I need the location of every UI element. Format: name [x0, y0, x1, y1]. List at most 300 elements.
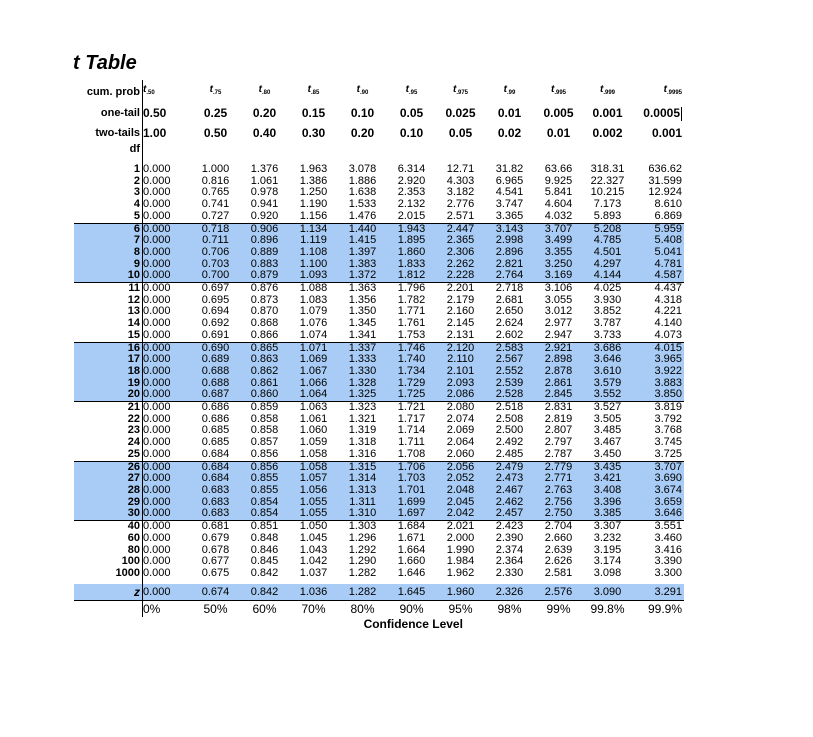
critical-value: 1.684: [397, 520, 426, 533]
critical-value: 1.706: [387, 461, 436, 473]
t-symbol: t: [405, 84, 409, 95]
table-row: [74, 235, 684, 247]
df-value: 10: [74, 270, 143, 282]
one-tail-value: 0.0005: [643, 106, 680, 120]
critical-value: 0.685: [201, 437, 230, 449]
critical-value: 0.695: [201, 294, 230, 306]
critical-value: 3.850: [632, 389, 684, 401]
df-value: 12: [74, 295, 143, 307]
critical-value: 1.740: [387, 354, 436, 366]
confidence-pct: 80%: [338, 600, 387, 617]
critical-value: 1.083: [299, 294, 328, 306]
two-tails-value: 0.002: [592, 126, 623, 140]
critical-value: 3.169: [534, 270, 583, 282]
critical-value: 0.706: [191, 247, 240, 259]
header-t-cell: [338, 80, 387, 103]
critical-value: 1.782: [397, 294, 426, 306]
two-tails-value: 0.30: [301, 126, 326, 140]
critical-value: 1.729: [387, 378, 436, 390]
critical-value: 2.878: [534, 366, 583, 378]
critical-value: 3.690: [632, 473, 684, 485]
critical-value: 0.848: [250, 532, 279, 544]
table-row: [74, 425, 684, 437]
critical-value: 2.262: [436, 259, 485, 271]
critical-value: 0.858: [250, 425, 279, 437]
critical-value: 0.851: [250, 520, 279, 533]
critical-value: 1.000: [201, 164, 230, 175]
critical-value: 0.865: [240, 342, 289, 354]
critical-value: 1.746: [387, 342, 436, 354]
critical-value: 3.552: [583, 389, 632, 401]
critical-value: 0.700: [191, 270, 240, 282]
critical-value: 4.785: [583, 235, 632, 247]
t-symbol: t: [307, 84, 311, 95]
spacer-cell: [632, 155, 684, 164]
critical-value: 3.232: [593, 532, 622, 544]
critical-value: 2.485: [485, 449, 534, 461]
critical-value: 2.056: [436, 461, 485, 473]
critical-value: 5.841: [544, 187, 573, 199]
critical-value: 2.447: [436, 223, 485, 235]
critical-value: 3.768: [654, 425, 682, 437]
critical-value: 1.055: [289, 508, 338, 520]
critical-value: 8.610: [654, 199, 682, 211]
confidence-label-row: [74, 617, 684, 631]
critical-value: 2.920: [397, 175, 426, 187]
critical-value: 3.505: [593, 413, 622, 425]
critical-value: 2.473: [485, 473, 534, 485]
critical-value: 4.587: [632, 270, 684, 282]
critical-value: 2.374: [495, 544, 524, 556]
critical-value: 0.678: [201, 544, 230, 556]
critical-value: 3.182: [446, 187, 475, 199]
spacer-cell: [143, 155, 192, 164]
confidence-pct: 99.8%: [583, 600, 632, 617]
critical-value: 0.741: [201, 199, 230, 211]
critical-value: 3.659: [632, 497, 684, 509]
critical-value: 3.852: [593, 306, 622, 318]
critical-value: 2.086: [436, 389, 485, 401]
one-tail-value: 0.025: [445, 106, 476, 120]
critical-value: 1.990: [446, 544, 475, 556]
df-value: 23: [74, 425, 143, 437]
critical-value: 22.327: [590, 175, 625, 187]
critical-value: 0.000: [143, 389, 192, 401]
critical-value: 1.042: [299, 556, 328, 568]
t-subscript: .90: [360, 90, 369, 96]
critical-value: 3.686: [583, 342, 632, 354]
critical-value: 2.060: [436, 449, 485, 461]
table-row: [74, 485, 684, 497]
critical-value: 2.756: [534, 497, 583, 509]
critical-value: 1.725: [387, 389, 436, 401]
critical-value: 3.965: [632, 354, 684, 366]
df-value: 21: [74, 402, 143, 414]
critical-value: 9.925: [544, 175, 573, 187]
critical-value: 0.000: [143, 425, 171, 437]
critical-value: 3.421: [583, 473, 632, 485]
critical-value: 2.479: [485, 461, 534, 473]
critical-value: 3.707: [534, 223, 583, 235]
z-value: 1.282: [338, 584, 387, 601]
critical-value: 0.000: [143, 354, 192, 366]
critical-value: 1.337: [338, 342, 387, 354]
z-label: z: [74, 584, 143, 601]
critical-value: 0.889: [240, 247, 289, 259]
empty-cell: [436, 143, 485, 155]
critical-value: 0.683: [191, 508, 240, 520]
confidence-pct: 0%: [143, 600, 192, 617]
df-value: 13: [74, 306, 143, 318]
two-tails-value: 0.01: [546, 126, 571, 140]
critical-value: 0.842: [250, 567, 279, 579]
critical-value: 318.31: [590, 164, 625, 175]
critical-value: 0.684: [191, 449, 240, 461]
critical-value: 2.069: [446, 425, 475, 437]
critical-value: 2.179: [446, 294, 475, 306]
critical-value: 1.100: [289, 259, 338, 271]
critical-value: 3.922: [632, 366, 684, 378]
t-subscript: .9995: [666, 90, 682, 96]
critical-value: 0.000: [143, 461, 192, 473]
critical-value: 0.688: [191, 378, 240, 390]
critical-value: 0.846: [250, 544, 279, 556]
critical-value: 3.055: [544, 294, 573, 306]
critical-value: 0.866: [240, 330, 289, 342]
critical-value: 1.313: [338, 485, 387, 497]
critical-value: 2.330: [495, 567, 524, 579]
critical-value: 0.000: [143, 473, 192, 485]
critical-value: 0.000: [143, 366, 192, 378]
one-tail-value: 0.25: [203, 106, 228, 120]
critical-value: 2.423: [495, 520, 524, 533]
table-row: [74, 533, 684, 545]
critical-value: 2.650: [495, 306, 524, 318]
critical-value: 1.119: [289, 235, 338, 247]
critical-value: 3.646: [583, 354, 632, 366]
empty-cell: [74, 617, 143, 631]
critical-value: 0.879: [240, 270, 289, 282]
critical-value: 3.674: [632, 485, 684, 497]
table-row: [74, 283, 684, 295]
critical-value: 2.947: [534, 330, 583, 342]
critical-value: 1.303: [348, 520, 377, 533]
critical-value: 1.753: [387, 330, 436, 342]
critical-value: 0.683: [191, 485, 240, 497]
z-value: 2.326: [485, 584, 534, 601]
critical-value: 2.602: [485, 330, 534, 342]
spacer-cell: [387, 155, 436, 164]
header-t-cell: [289, 80, 338, 103]
critical-value: 1.045: [299, 532, 328, 544]
critical-value: 2.807: [544, 425, 573, 437]
z-value: 0.000: [143, 584, 192, 601]
df-value: 26: [74, 461, 143, 473]
critical-value: 0.883: [240, 259, 289, 271]
critical-value: 3.355: [534, 247, 583, 259]
df-value: 24: [74, 437, 143, 449]
critical-value: 1.711: [398, 437, 425, 449]
critical-value: 0.675: [201, 567, 230, 579]
critical-value: 0.000: [143, 282, 171, 295]
critical-value: 0.711: [191, 235, 240, 247]
critical-value: 1.796: [397, 282, 426, 295]
critical-value: 4.781: [632, 259, 684, 271]
critical-value: 0.000: [143, 175, 171, 187]
critical-value: 2.771: [534, 473, 583, 485]
critical-value: 4.015: [632, 342, 684, 354]
critical-value: 1.717: [397, 413, 426, 425]
header-t-cell: [240, 80, 289, 103]
header-row-t: [74, 80, 684, 103]
critical-value: 2.074: [446, 413, 475, 425]
critical-value: 2.750: [534, 508, 583, 520]
t-subscript: .99: [507, 90, 516, 96]
critical-value: 1.372: [338, 270, 387, 282]
table-row: [74, 366, 684, 378]
z-value: 2.576: [534, 584, 583, 601]
critical-value: 1.350: [348, 306, 377, 318]
z-value: 1.036: [289, 584, 338, 601]
two-tails-value: 1.00: [143, 126, 167, 140]
table-row: [74, 389, 684, 401]
critical-value: 0.765: [201, 187, 230, 199]
df-value: 18: [74, 366, 143, 378]
df-value: 80: [74, 545, 143, 557]
critical-value: 4.303: [446, 175, 475, 187]
critical-value: 1.156: [289, 211, 338, 223]
spacer-cell: [436, 155, 485, 164]
empty-cell: [143, 143, 192, 155]
critical-value: 0.000: [143, 508, 192, 520]
critical-value: 2.764: [485, 270, 534, 282]
critical-value: 1.319: [348, 425, 377, 437]
critical-value: 0.855: [240, 473, 289, 485]
critical-value: 1.321: [348, 413, 377, 425]
critical-value: 4.541: [495, 187, 524, 199]
critical-value: 3.078: [348, 164, 377, 175]
two-tails-value: 0.50: [203, 126, 228, 140]
critical-value: 3.733: [583, 330, 632, 342]
table-row: [74, 259, 684, 271]
critical-value: 1.061: [250, 175, 279, 187]
critical-value: 2.021: [446, 520, 475, 533]
confidence-pct: 70%: [289, 600, 338, 617]
critical-value: 0.876: [250, 282, 279, 295]
confidence-level-label: Confidence Level: [363, 616, 463, 631]
df-value: 100: [74, 556, 143, 568]
critical-value: 1.318: [348, 437, 377, 449]
critical-value: 2.365: [436, 235, 485, 247]
df-value: 3: [74, 187, 143, 199]
critical-value: 3.435: [583, 461, 632, 473]
critical-value: 1.701: [387, 485, 436, 497]
critical-value: 2.101: [436, 366, 485, 378]
critical-value: 2.763: [534, 485, 583, 497]
critical-value: 31.599: [648, 175, 682, 187]
critical-value: 1.341: [338, 330, 387, 342]
critical-value: 0.000: [143, 497, 192, 509]
critical-value: 2.080: [446, 401, 475, 414]
critical-value: 3.307: [593, 520, 622, 533]
df-label: df: [74, 143, 143, 155]
critical-value: 3.450: [583, 449, 632, 461]
critical-value: 3.499: [534, 235, 583, 247]
critical-value: 0.000: [143, 342, 192, 354]
confidence-pct: 90%: [387, 600, 436, 617]
empty-cell: [74, 600, 143, 617]
critical-value: 0.686: [201, 413, 230, 425]
critical-value: 1.063: [299, 401, 328, 414]
df-value: 29: [74, 497, 143, 509]
critical-value: 0.978: [250, 187, 279, 199]
critical-value: 1.660: [397, 556, 426, 568]
critical-value: 0.703: [191, 259, 240, 271]
critical-value: 2.539: [485, 378, 534, 390]
two-tails-value: 0.20: [350, 126, 375, 140]
critical-value: 0.681: [201, 520, 230, 533]
critical-value: 0.000: [143, 485, 192, 497]
critical-value: 1.383: [338, 259, 387, 271]
df-value: 11: [74, 283, 143, 295]
t-subscript: .80: [262, 90, 271, 96]
critical-value: 2.681: [495, 294, 524, 306]
critical-value: 1.067: [289, 366, 338, 378]
confidence-pct: 95%: [436, 600, 485, 617]
one-tail-value: 0.20: [252, 106, 277, 120]
critical-value: 2.896: [485, 247, 534, 259]
critical-value: 1.356: [348, 294, 377, 306]
critical-value: 2.831: [544, 401, 573, 414]
df-value: 28: [74, 485, 143, 497]
table-row: [74, 521, 684, 533]
header-t-cell: [534, 80, 583, 103]
header-t-cell: [583, 80, 632, 103]
critical-value: 1.943: [387, 223, 436, 235]
critical-value: 2.508: [495, 413, 524, 425]
critical-value: 4.025: [593, 282, 622, 295]
df-value: 5: [74, 211, 143, 223]
critical-value: 2.718: [495, 282, 524, 295]
critical-value: 2.120: [436, 342, 485, 354]
critical-value: 1.043: [299, 544, 328, 556]
critical-value: 0.000: [143, 413, 171, 425]
critical-value: 2.201: [446, 282, 475, 295]
z-value: 1.960: [436, 584, 485, 601]
one-tail-value: 0.01: [497, 106, 522, 120]
critical-value: 3.385: [583, 508, 632, 520]
critical-value: 2.145: [446, 318, 475, 330]
critical-value: 1.134: [289, 223, 338, 235]
critical-value: 1.290: [348, 556, 377, 568]
spacer-row: [74, 155, 684, 164]
critical-value: 0.000: [143, 330, 192, 342]
df-value: 40: [74, 521, 143, 533]
critical-value: 3.106: [544, 282, 573, 295]
critical-value: 1.190: [299, 199, 328, 211]
one-tail-value: 0.005: [543, 106, 574, 120]
critical-value: 0.697: [201, 282, 230, 295]
two-tails-value: 0.001: [651, 126, 682, 140]
critical-value: 1.311: [338, 497, 387, 509]
critical-value: 1.440: [338, 223, 387, 235]
critical-value: 2.132: [397, 199, 426, 211]
confidence-pct: 50%: [191, 600, 240, 617]
two-tails-label: two-tails: [74, 123, 143, 143]
critical-value: 0.694: [201, 306, 230, 318]
critical-value: 0.689: [191, 354, 240, 366]
df-value: 7: [74, 235, 143, 247]
confidence-row: [74, 600, 684, 617]
critical-value: 0.000: [143, 294, 171, 306]
critical-value: 2.776: [446, 199, 475, 211]
table-row: [74, 199, 684, 211]
t-symbol: t: [663, 84, 667, 95]
critical-value: 3.485: [593, 425, 622, 437]
table-row: [74, 187, 684, 199]
critical-value: 0.856: [240, 449, 289, 461]
critical-value: 2.787: [534, 449, 583, 461]
critical-value: 0.855: [240, 485, 289, 497]
critical-value: 6.314: [397, 164, 426, 175]
critical-value: 0.000: [143, 378, 192, 390]
critical-value: 3.250: [534, 259, 583, 271]
critical-value: 1.061: [299, 413, 328, 425]
critical-value: 3.396: [583, 497, 632, 509]
t-symbol: t: [452, 84, 457, 95]
header-t-cell: [387, 80, 436, 103]
critical-value: 1.699: [387, 497, 436, 509]
critical-value: 0.727: [191, 211, 240, 223]
t-symbol: t: [503, 84, 507, 95]
critical-value: 0.854: [240, 508, 289, 520]
critical-value: 1.664: [397, 544, 426, 556]
critical-value: 63.66: [544, 164, 573, 175]
critical-value: 1.325: [338, 389, 387, 401]
spacer-cell: [74, 155, 143, 164]
critical-value: 3.195: [593, 544, 622, 556]
critical-value: 4.032: [534, 211, 583, 223]
critical-value: 3.883: [632, 378, 684, 390]
t-symbol: t: [599, 84, 604, 95]
critical-value: 2.390: [495, 532, 524, 544]
critical-value: 1.323: [348, 401, 377, 414]
critical-value: 3.819: [654, 401, 682, 414]
critical-value: 2.845: [534, 389, 583, 401]
critical-value: 1.761: [397, 318, 426, 330]
critical-value: 0.845: [250, 556, 279, 568]
critical-value: 1.093: [289, 270, 338, 282]
two-tails-value: 0.40: [252, 126, 277, 140]
critical-value: 1.962: [446, 567, 475, 579]
critical-value: 1.310: [338, 508, 387, 520]
critical-value: 2.042: [436, 508, 485, 520]
table-row: [74, 378, 684, 390]
critical-value: 1.734: [387, 366, 436, 378]
df-value: 19: [74, 378, 143, 390]
critical-value: 0.000: [143, 318, 171, 330]
spacer-cell: [289, 155, 338, 164]
critical-value: 2.626: [544, 556, 573, 568]
critical-value: 2.704: [544, 520, 573, 533]
critical-value: 1.292: [348, 544, 377, 556]
critical-value: 0.000: [143, 544, 171, 556]
two-tails-value: 0.10: [399, 126, 424, 140]
df-value: 17: [74, 354, 143, 366]
critical-value: 0.000: [143, 187, 171, 199]
critical-value: 1.069: [289, 354, 338, 366]
critical-value: 0.856: [240, 461, 289, 473]
